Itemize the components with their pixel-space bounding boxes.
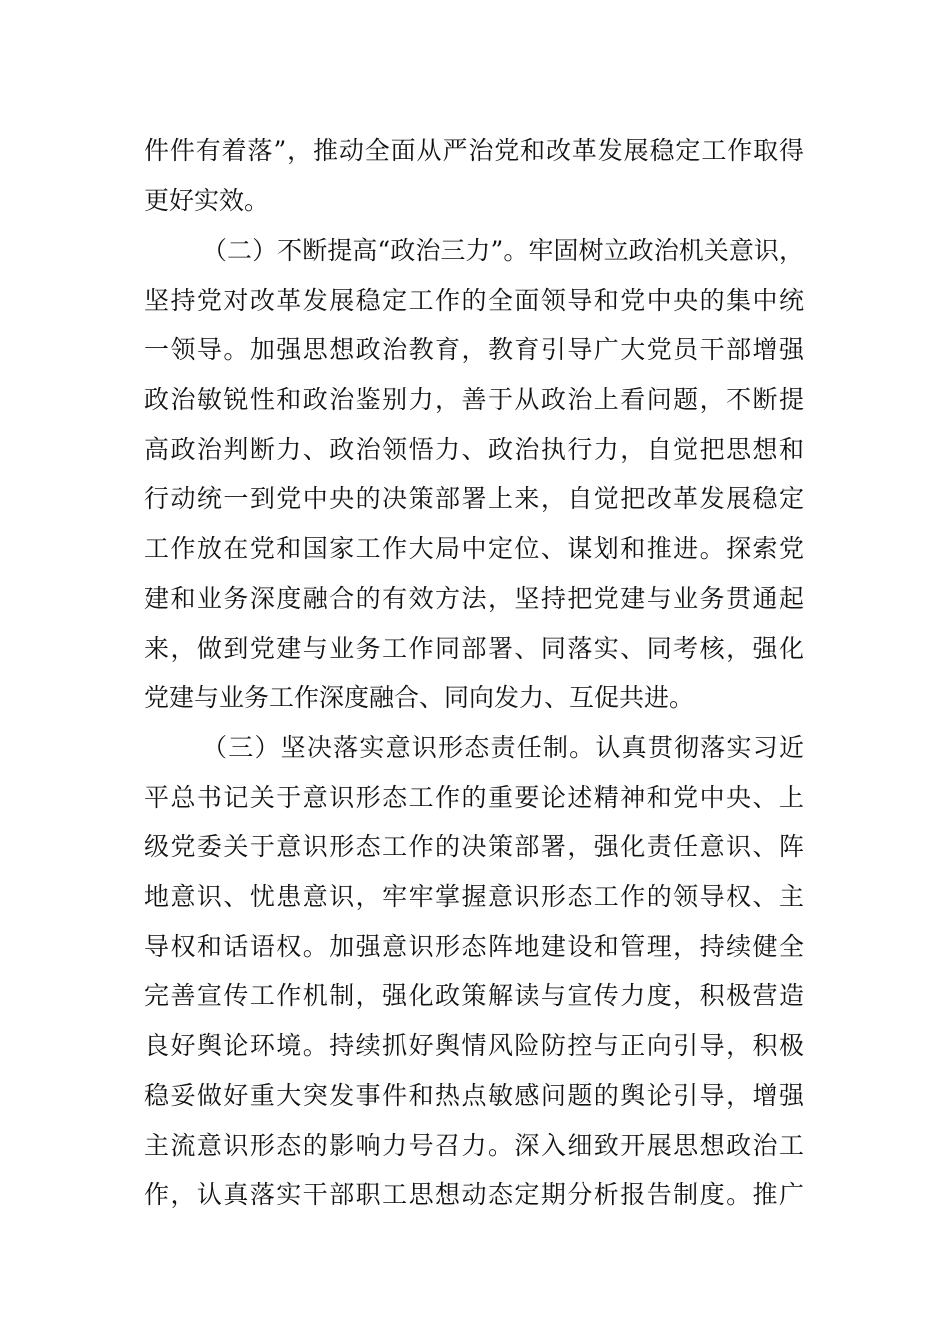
paragraph-line: 稳妥做好重大突发事件和热点敏感问题的舆论引导，增强	[144, 1080, 804, 1110]
paragraph-line: 作，认真落实干部职工思想动态定期分析报告制度。推广	[144, 1180, 804, 1210]
paragraph-line: 建和业务深度融合的有效方法，坚持把党建与业务贯通起	[144, 583, 804, 613]
paragraph-line: 更好实效。	[144, 185, 270, 215]
paragraph-line: 工作放在党和国家工作大局中定位、谋划和推进。探索党	[144, 534, 804, 564]
paragraph-line: 行动统一到党中央的决策部署上来，自觉把改革发展稳定	[144, 484, 804, 514]
paragraph-line: （三）坚决落实意识形态责任制。认真贯彻落实习近	[202, 733, 804, 762]
paragraph-line: 坚持党对改革发展稳定工作的全面领导和党中央的集中统	[144, 285, 804, 315]
paragraph-line: （二）不断提高“政治三力”。牢固树立政治机关意识，	[202, 236, 804, 265]
paragraph-line: 件件有着落”，推动全面从严治党和改革发展稳定工作取得	[144, 136, 804, 165]
paragraph-line: 地意识、忧患意识，牢牢掌握意识形态工作的领导权、主	[144, 882, 804, 912]
paragraph-1	[144, 126, 804, 225]
paragraph-line: 导权和话语权。加强意识形态阵地建设和管理，持续健全	[144, 931, 804, 961]
paragraph-line: 平总书记关于意识形态工作的重要论述精神和党中央、上	[144, 782, 804, 812]
paragraph-line: 来，做到党建与业务工作同部署、同落实、同考核，强化	[144, 633, 804, 663]
paragraph-line: 级党委关于意识形态工作的决策部署，强化责任意识、阵	[144, 832, 804, 862]
paragraph-3	[144, 723, 804, 1220]
paragraph-line: 高政治判断力、政治领悟力、政治执行力，自觉把思想和	[144, 434, 804, 464]
paragraph-line: 政治敏锐性和政治鉴别力，善于从政治上看问题，不断提	[144, 385, 804, 415]
paragraph-2	[144, 226, 804, 723]
paragraph-line: 一领导。加强思想政治教育，教育引导广大党员干部增强	[144, 335, 804, 365]
paragraph-line: 党建与业务工作深度融合、同向发力、互促共进。	[144, 683, 695, 713]
paragraph-line: 完善宣传工作机制，强化政策解读与宣传力度，积极营造	[144, 981, 804, 1011]
paragraph-line: 主流意识形态的影响力号召力。深入细致开展思想政治工	[144, 1130, 804, 1160]
paragraph-line: 良好舆论环境。持续抓好舆情风险防控与正向引导，积极	[144, 1031, 804, 1061]
